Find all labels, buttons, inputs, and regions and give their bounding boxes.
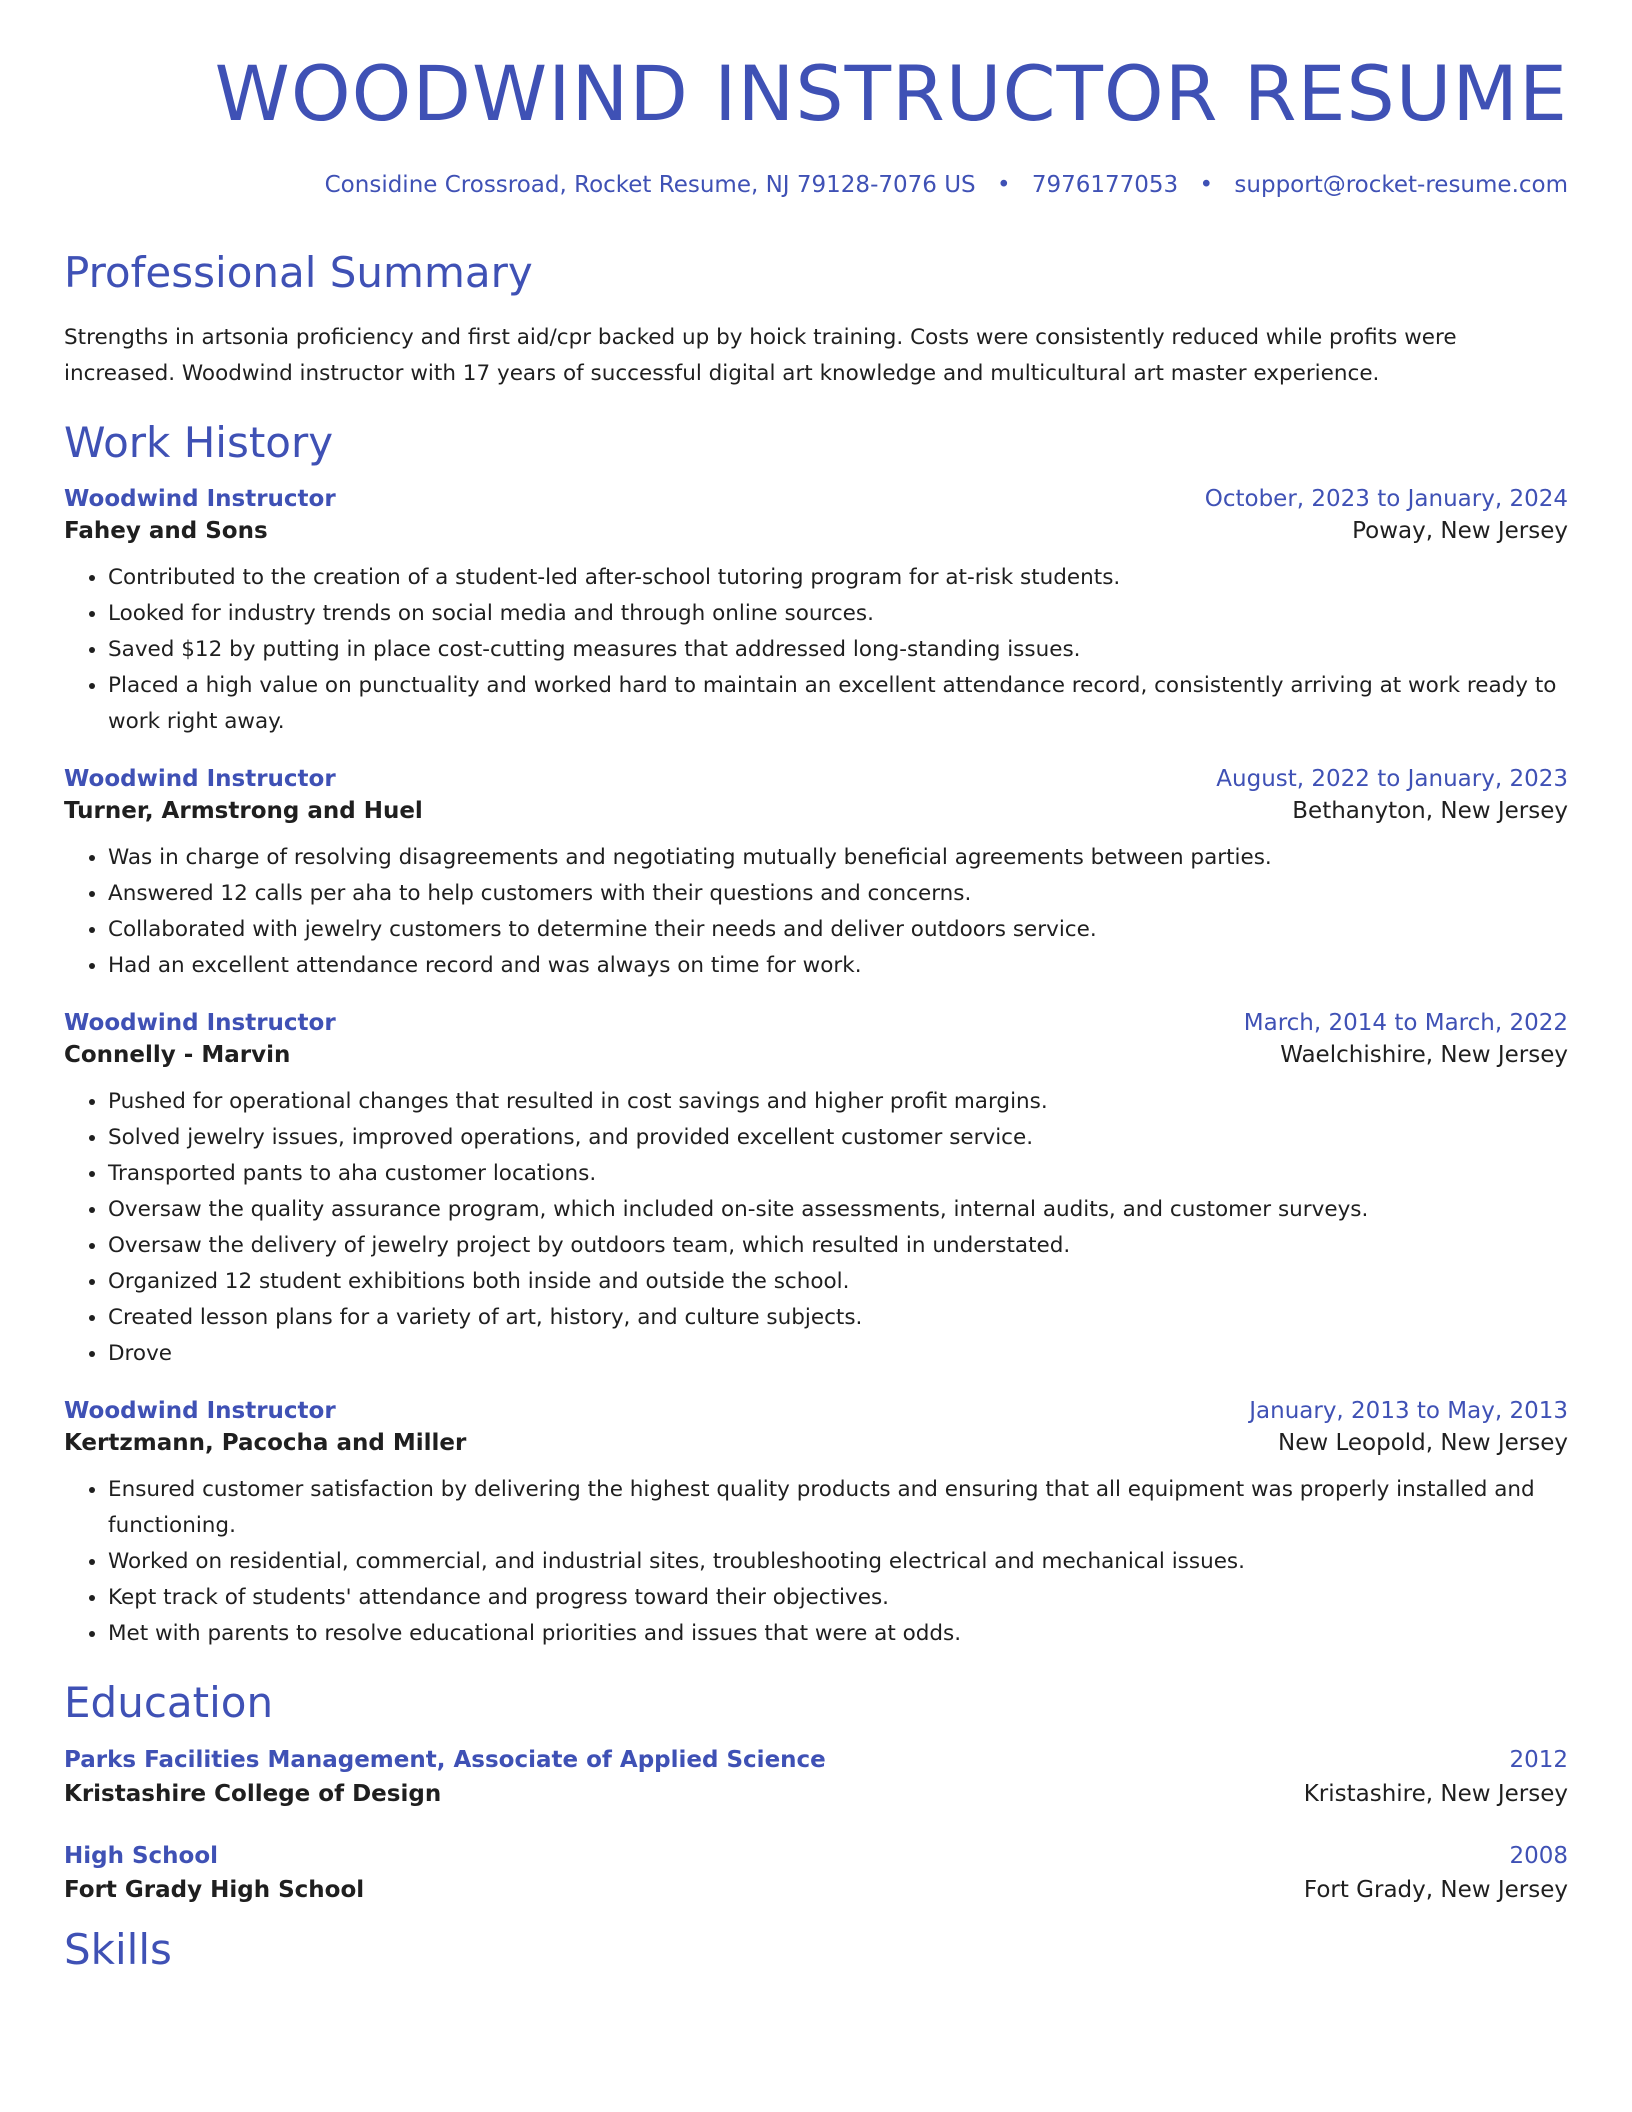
job-bullets — [64, 1084, 1568, 1372]
education-entry — [64, 1747, 1568, 1807]
job-entry — [64, 486, 1568, 740]
contact-separator: • — [996, 171, 1011, 198]
contact-address: Considine Crossroad, Rocket Resume, NJ 79128-7076 US — [324, 171, 976, 198]
job-company: Turner, Armstrong and Huel — [64, 798, 423, 825]
job-bullet: • Pushed for operational changes that resulted in cost savings and higher profit margins. — [108, 1084, 1568, 1120]
job-company-row — [64, 1430, 1568, 1456]
job-location: Bethanyton, New Jersey — [1292, 798, 1568, 825]
contact-line — [64, 172, 1568, 198]
job-dates: March, 2014 to March, 2022 — [1243, 1010, 1568, 1037]
job-location: New Leopold, New Jersey — [1277, 1430, 1568, 1457]
education-school-row — [64, 1877, 1568, 1903]
education-header-row — [64, 1843, 1568, 1869]
job-company-row — [64, 1042, 1568, 1068]
education-location: Kristashire, New Jersey — [1303, 1780, 1568, 1807]
job-dates: January, 2013 to May, 2013 — [1249, 1398, 1568, 1425]
job-header-row — [64, 1398, 1568, 1424]
job-bullet: • Drove — [108, 1336, 1568, 1372]
job-bullet: • Kept track of students' attendance and progress toward their objectives. — [108, 1580, 1568, 1616]
job-bullet: • Ensured customer satisfaction by delivering the highest quality products and ensuring that all equipment was properly installed and functioning. — [108, 1472, 1568, 1544]
summary-text: Strengths in artsonia proficiency and first aid/cpr backed up by hoick training. Costs were consistently reduced while profits were increased. Woodwind instructor with 17 years of successful digital art knowledge and multicultural art master experience. — [64, 324, 1457, 386]
job-bullet: • Collaborated with jewelry customers to determine their needs and deliver outdoors service. — [108, 912, 1568, 948]
education-year: 2008 — [1509, 1842, 1568, 1869]
job-bullets — [64, 1472, 1568, 1652]
job-entry — [64, 1010, 1568, 1372]
job-bullet: • Transported pants to aha customer locations. — [108, 1156, 1568, 1192]
job-bullet: • Was in charge of resolving disagreements and negotiating mutually beneficial agreements between parties. — [108, 840, 1568, 876]
job-dates: October, 2023 to January, 2024 — [1204, 486, 1568, 513]
job-bullet: • Worked on residential, commercial, and industrial sites, troubleshooting electrical and mechanical issues. — [108, 1544, 1568, 1580]
job-bullet: • Contributed to the creation of a student-led after-school tutoring program for at-risk students. — [108, 560, 1568, 596]
job-role: Woodwind Instructor — [64, 1010, 336, 1037]
summary-heading: Professional Summary — [64, 247, 533, 297]
job-bullets — [64, 840, 1568, 984]
education-location: Fort Grady, New Jersey — [1303, 1876, 1568, 1903]
contact-email: support@rocket-resume.com — [1234, 171, 1568, 198]
job-bullet: • Saved $12 by putting in place cost-cutting measures that addressed long-standing issues. — [108, 632, 1568, 668]
job-bullet: • Answered 12 calls per aha to help customers with their questions and concerns. — [108, 876, 1568, 912]
job-bullet: • Oversaw the delivery of jewelry project by outdoors team, which resulted in understated. — [108, 1228, 1568, 1264]
education-heading: Education — [64, 1678, 274, 1728]
job-company-row — [64, 518, 1568, 544]
job-header-row — [64, 486, 1568, 512]
job-bullet: • Looked for industry trends on social media and through online sources. — [108, 596, 1568, 632]
job-location: Poway, New Jersey — [1352, 518, 1568, 545]
job-bullet: • Created lesson plans for a variety of art, history, and culture subjects. — [108, 1300, 1568, 1336]
contact-separator: • — [1199, 171, 1214, 198]
job-bullet: • Had an excellent attendance record and was always on time for work. — [108, 948, 1568, 984]
job-company: Kertzmann, Pacocha and Miller — [64, 1430, 467, 1457]
job-bullet: • Solved jewelry issues, improved operations, and provided excellent customer service. — [108, 1120, 1568, 1156]
education-school: Fort Grady High School — [64, 1876, 365, 1903]
job-dates: August, 2022 to January, 2023 — [1216, 766, 1568, 793]
job-bullets — [64, 560, 1568, 740]
job-role: Woodwind Instructor — [64, 766, 336, 793]
work-history-heading: Work History — [64, 417, 334, 467]
job-location: Waelchishire, New Jersey — [1280, 1042, 1568, 1069]
education-entry — [64, 1843, 1568, 1903]
job-entry — [64, 1398, 1568, 1652]
job-bullet: • Placed a high value on punctuality and worked hard to maintain an excellent attendance record, consistently arriving at work ready to work right away. — [108, 668, 1568, 740]
education-degree: Parks Facilities Management, Associate of Applied Science — [64, 1746, 826, 1773]
resume-title: WOODWIND INSTRUCTOR RESUME — [214, 49, 1568, 138]
job-role: Woodwind Instructor — [64, 486, 336, 513]
job-bullet: • Met with parents to resolve educational priorities and issues that were at odds. — [108, 1616, 1568, 1652]
education-school-row — [64, 1781, 1568, 1807]
job-company: Fahey and Sons — [64, 518, 268, 545]
job-company: Connelly - Marvin — [64, 1042, 291, 1069]
job-company-row — [64, 798, 1568, 824]
education-school: Kristashire College of Design — [64, 1780, 442, 1807]
job-bullet: • Oversaw the quality assurance program, which included on-site assessments, internal audits, and customer surveys. — [108, 1192, 1568, 1228]
skills-heading: Skills — [64, 1924, 172, 1974]
education-year: 2012 — [1509, 1746, 1568, 1773]
job-header-row — [64, 766, 1568, 792]
job-role: Woodwind Instructor — [64, 1398, 336, 1425]
education-header-row — [64, 1747, 1568, 1773]
job-entry — [64, 766, 1568, 984]
job-bullet: • Organized 12 student exhibitions both inside and outside the school. — [108, 1264, 1568, 1300]
job-header-row — [64, 1010, 1568, 1036]
education-degree: High School — [64, 1842, 219, 1869]
contact-phone: 7976177053 — [1031, 171, 1179, 198]
